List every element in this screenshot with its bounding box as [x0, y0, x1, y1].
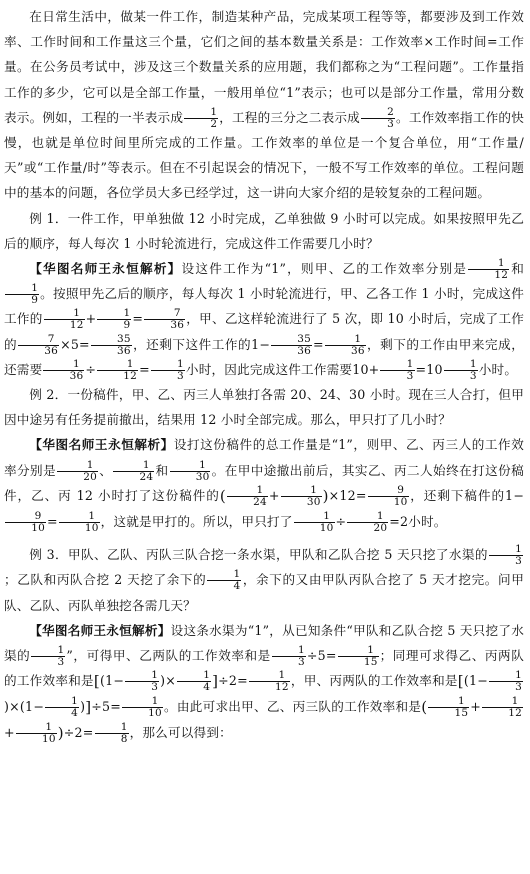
intro-paragraph: 在日常生活中，做某一件工作，制造某种产品，完成某项工程等等，都要涉及到工作效率、工作时间和工作量这三个量，它们之间的基本数量关系是：工作效率×工作时间=工作量。在公务员考试中，涉及这三个数量关系的应用题，我们都称之为“工程问题”。工作量指工作的多少，它可以是全部工作量，一般用单位“1”表示；也可以是部分工作量，常用分数表示。例如，工程的一半表示成 $\frac{1}{2}$ ，工程的三分之二表示成 $\frac{2}{3}$ 。工作效率指工作的快慢，也就是单位时间里所完成的工作量。工作效率的单位是一个复合单位，用“工作量/天”或“工作量/时”等表示。但在不引起误会的情况下，一般不写工作效率的单位。工程问题中的基本的问题，各位学员大多已经学过，这一讲向大家介绍的是较复杂的工程问题。 — [4, 9, 524, 201]
analysis-3: 【华图名师王永恒解析】设这条水渠为“1”，从已知条件“甲队和乙队合挖 5 天只挖了水渠的 $\frac{1}{3}$ ”，可得甲、乙两队的工作效率和是 $\frac{1}{3}$ ÷5= $\frac{1}{15}$ ；同理可求得乙、丙两队的工作效率和是[(1− $\frac{1}{3}$ )× $\frac{1}{4}$ ]÷2= $\frac{1}{12}$ ，甲、丙两队的工作效率和是[(1− $\frac{1}{3}$ )×(1− $\frac{1}{4}$ )]÷5= $\frac{1}{10}$ 。由此可求出甲、乙、丙三队的工作效率和是( $\frac{1}{15}$ + $\frac{1}{12}$ + $\frac{1}{10}$ )÷2= $\frac{1}{8}$ ，那么可以得到： — [4, 622, 525, 746]
example-2: 例 2．一份稿件，甲、乙、丙三人单独打各需 20、24、30 小时。现在三人合打，但甲因中途另有任务提前撤出，结果用 12 小时全部完成。那么，甲只打了几小时？ — [4, 387, 524, 428]
example-3: 例 3．甲队、乙队、丙队三队合挖一条水渠，甲队和乙队合挖 5 天只挖了水渠的 $\frac{1}{3}$ ；乙队和丙队合挖 2 天挖了余下的 $\frac{1}{4}$ ，余下的又由甲队丙队合挖了 5 天才挖完。问甲队、乙队、丙队单独挖各需几天？ — [4, 543, 524, 613]
analysis-1: 【华图名师王永恒解析】设这件工作为“1”，则甲、乙的工作效率分别是 $\frac{1}{12}$ 和 $\frac{1}{9}$ 。按照甲先乙后的顺序，每人每次 1 小时轮流进行，甲、乙各工作 1 小时，完成这件工作的 $\frac{1}{12}$ + $\frac{1}{9}$ = $\frac{7}{36}$ ，甲、乙这样轮流进行了 5 次，即 10 小时后，完成了工作的 $\frac{7}{36}$ ×5= $\frac{35}{36}$ ，还剩下这件工作的1− $\frac{35}{36}$ = $\frac{1}{36}$ ，剩下的工作由甲来完成，还需要 $\frac{1}{36}$ ÷ $\frac{1}{12}$ = $\frac{1}{3}$ 小时，因此完成这件工作需要10+ $\frac{1}{3}$ =10 $\frac{1}{3}$ 小时。 — [4, 257, 525, 382]
fraction: $\frac{1}{2}$ — [184, 107, 218, 130]
example-1: 例 1．一件工作，甲单独做 12 小时完成，乙单独做 9 小时可以完成。如果按照甲先乙后的顺序，每人每次 1 小时轮流进行，完成这件工作需要几小时？ — [4, 210, 524, 251]
fraction: $\frac{2}{3}$ — [361, 107, 395, 130]
analysis-2: 【华图名师王永恒解析】设打这份稿件的总工作量是“1”，则甲、乙、丙三人的工作效率分别是 $\frac{1}{20}$ 、 $\frac{1}{24}$ 和 $\frac{1}{30}$ 。在甲中途撤出前后，其实乙、丙二人始终在打这份稿件，乙、丙 12 小时打了这份稿件的( $\frac{1}{24}$ + $\frac{1}{30}$ )×12= $\frac{9}{10}$ ，还剩下稿件的1− $\frac{9}{10}$ = $\frac{1}{10}$ ，这就是甲打的。所以，甲只打了 $\frac{1}{10}$ ÷ $\frac{1}{20}$ =2小时。 — [4, 437, 524, 534]
